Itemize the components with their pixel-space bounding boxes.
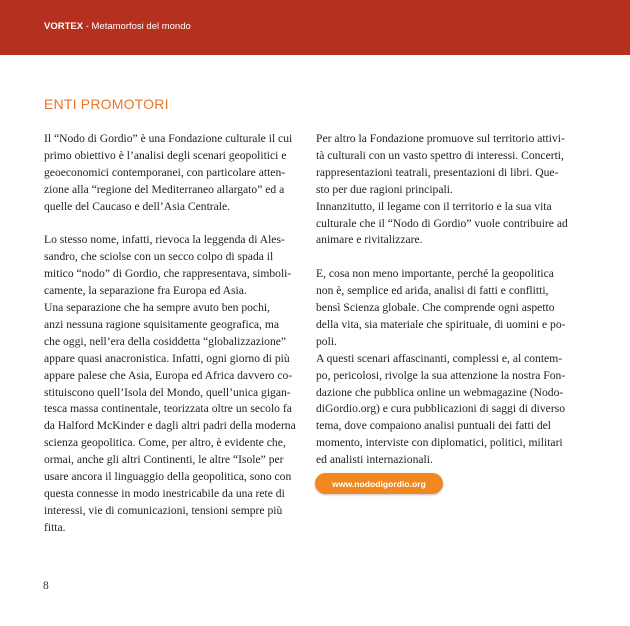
text-line: camente, la separazione fra Europa ed Asia. [44,284,247,298]
text-line: po, pericolosi, rivolge la sua attenzione la nostra Fon- [316,368,566,382]
text-line: tesca massa continentale, teorizzata oltre un secolo fa [44,402,292,416]
text-line: questa connesse in modo inestricabile da una rete di [44,487,285,501]
text-line: rappresentazioni teatrali, presentazioni di libri. Que- [316,165,559,179]
text-line: dazione che pubblica online un webmagazine (Nodo- [316,385,564,399]
section-title: ENTI PROMOTORI [44,96,169,112]
text-line: primo obiettivo è l’analisi degli scenari geopolitici e [44,148,287,162]
running-header [44,21,191,32]
text-line: scienza geopolitica. Come, per altro, è evidente che, [44,436,286,450]
text-line: che oggi, nell’era della cosiddetta “globalizzazione” [44,334,287,348]
text-line: della vita, sia materiale che spirituale, di uomini e po- [316,317,566,331]
text-line: da Halford McKinder e dagli altri padri della moderna [44,419,296,433]
text-line: zione alla “regione del Mediterraneo allargato” ed a [44,182,285,196]
brand-name: VORTEX [44,21,84,32]
text-line: diGordio.org) e cura pubblicazioni di saggi di diverso [316,402,565,416]
text-line: Per altro la Fondazione promuove sul territorio attivi- [316,132,565,145]
text-line: bensì Scienza globale. Che comprende ogni aspetto [316,301,555,315]
text-line: Lo stesso nome, infatti, rievoca la leggenda di Ales- [44,233,285,247]
text-line: E, cosa non meno importante, perché la geopolitica [316,267,554,281]
text-line: sto per due ragioni principali. [316,182,453,196]
text-line: tà culturali con un vasto spettro di interessi. Concerti, [316,148,564,162]
text-line: ed analisti internazionali. [316,453,433,467]
text-line: geoeconomici contemporanei, con particolare atten- [44,165,286,179]
text-line: mitico “nodo” di Gordio, che rappresentava, simboli- [44,267,292,281]
text-line: Una separazione che ha sempre avuto ben pochi, [44,301,270,315]
header-bar [0,0,630,55]
right-column [316,131,588,469]
text-line: stituiscono quell’Isola del Mondo, quell’unica gigan- [44,385,291,399]
paragraph [44,232,306,536]
paragraph [316,266,588,469]
text-line: poli. [316,334,337,348]
text-line: sandro, che sciolse con un secco colpo di spada il [44,250,274,264]
page-number: 8 [43,580,49,592]
text-line: Innanzitutto, il legame con il territorio e la sua vita [316,199,552,213]
website-link-button[interactable]: www.nododigordio.org [315,473,443,494]
text-line: fitta. [44,520,66,534]
text-line: appare palese che Asia, Europa ed Africa davvero co- [44,368,293,382]
text-line: culturale che il “Nodo di Gordio” vuole contribuire ad [316,216,568,230]
text-line: tema, dove compaiono analisi puntuali dei fatti del [316,419,552,433]
text-line: animare e rivitalizzare. [316,233,423,247]
text-line: quelle del Caucaso e dell’Asia Centrale. [44,199,231,213]
paragraph [316,131,588,249]
text-line: usare ancora il linguaggio della geopolitica, sono con [44,470,292,484]
paragraph [44,131,306,216]
text-line: Il “Nodo di Gordio” è una Fondazione culturale il cui [44,132,293,145]
text-line: A questi scenari affascinanti, complessi e, al contem- [316,351,563,365]
text-line: non è, semplice ed arida, analisi di fatti e conflitti, [316,284,549,298]
text-line: ormai, anche gli altri Continenti, le altre “Isole” per [44,453,284,467]
text-line: interessi, vie di comunicazioni, tensioni sempre più [44,503,283,517]
text-line: momento, interviste con diplomatici, politici, militari [316,436,563,450]
header-subtitle: - Metamorfosi del mondo [83,21,191,32]
text-line: anzi nessuna ragione squisitamente geografica, ma [44,317,280,331]
left-column [44,131,306,537]
text-line: appare quasi anacronistica. Infatti, ogni giorno di più [44,351,290,365]
